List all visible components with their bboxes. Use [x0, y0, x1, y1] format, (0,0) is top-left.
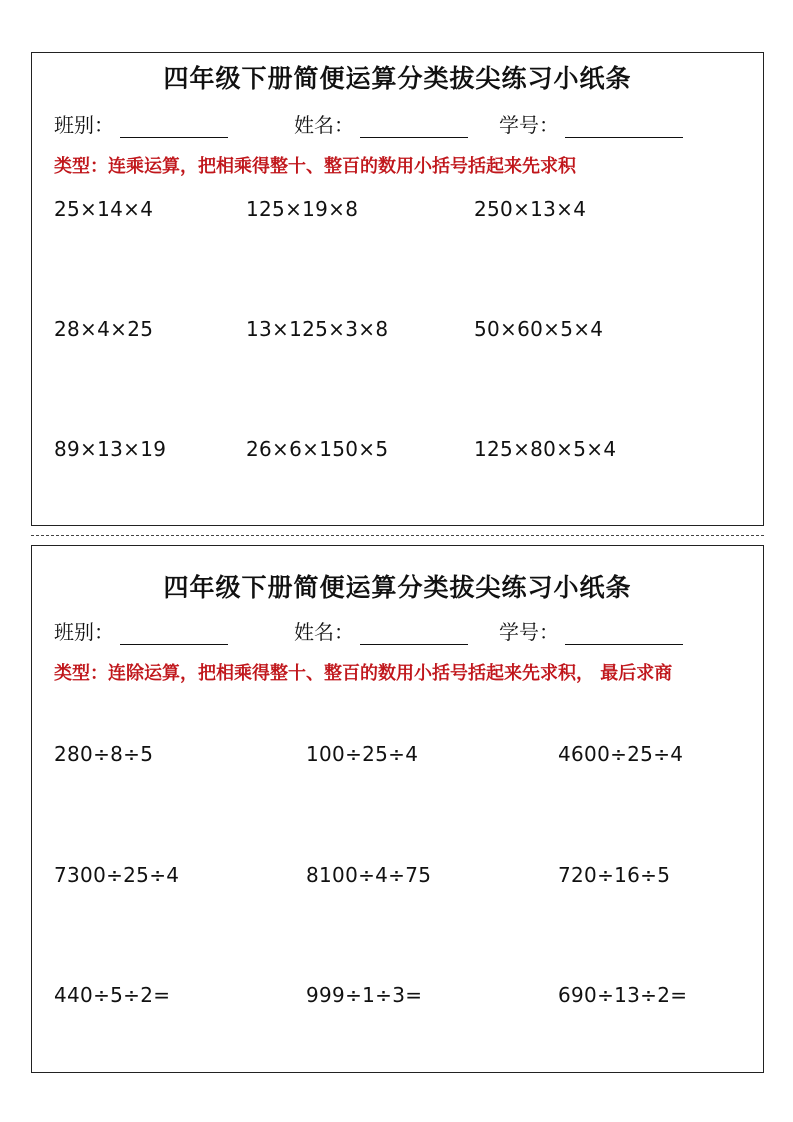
worksheet-1 [31, 52, 764, 526]
problem-item: 250×13×4 [474, 197, 587, 221]
class-label: 班别： [54, 113, 114, 137]
class-field [54, 616, 228, 645]
problem-type-instruction: 类型：连除运算，把相乘得整十、整百的数用小括号括起来先求积， 最后求商 [54, 663, 673, 684]
name-field [294, 109, 468, 138]
class-blank[interactable] [120, 117, 228, 138]
problem-item: 7300÷25÷4 [54, 863, 180, 887]
problem-item: 13×125×3×8 [246, 317, 389, 341]
problem-item: 125×19×8 [246, 197, 359, 221]
problem-type-instruction: 类型：连乘运算，把相乘得整十、整百的数用小括号括起来先求积 [54, 156, 576, 177]
student-id-blank[interactable] [565, 624, 683, 645]
student-id-label: 学号： [499, 113, 559, 137]
problem-item: 28×4×25 [54, 317, 154, 341]
problem-item: 25×14×4 [54, 197, 154, 221]
student-id-label: 学号： [499, 620, 559, 644]
class-blank[interactable] [120, 624, 228, 645]
name-field [294, 616, 468, 645]
problem-item: 26×6×150×5 [246, 437, 389, 461]
problem-item: 100÷25÷4 [306, 742, 419, 766]
class-label: 班别： [54, 620, 114, 644]
problem-item: 8100÷4÷75 [306, 863, 432, 887]
student-id-blank[interactable] [565, 117, 683, 138]
student-id-field [499, 109, 683, 138]
problem-item: 690÷13÷2= [558, 983, 688, 1007]
problem-item: 89×13×19 [54, 437, 167, 461]
problem-item: 4600÷25÷4 [558, 742, 684, 766]
problem-item: 280÷8÷5 [54, 742, 154, 766]
problem-item: 125×80×5×4 [474, 437, 617, 461]
problem-item: 999÷1÷3= [306, 983, 423, 1007]
worksheet-2 [31, 545, 764, 1073]
cut-line [31, 535, 764, 536]
name-label: 姓名： [294, 113, 354, 137]
name-label: 姓名： [294, 620, 354, 644]
name-blank[interactable] [360, 117, 468, 138]
problem-item: 440÷5÷2= [54, 983, 171, 1007]
student-id-field [499, 616, 683, 645]
class-field [54, 109, 228, 138]
worksheet-title: 四年级下册简便运算分类拔尖练习小纸条 [163, 64, 632, 93]
worksheet-title: 四年级下册简便运算分类拔尖练习小纸条 [163, 573, 632, 602]
problem-item: 50×60×5×4 [474, 317, 604, 341]
name-blank[interactable] [360, 624, 468, 645]
problem-item: 720÷16÷5 [558, 863, 671, 887]
